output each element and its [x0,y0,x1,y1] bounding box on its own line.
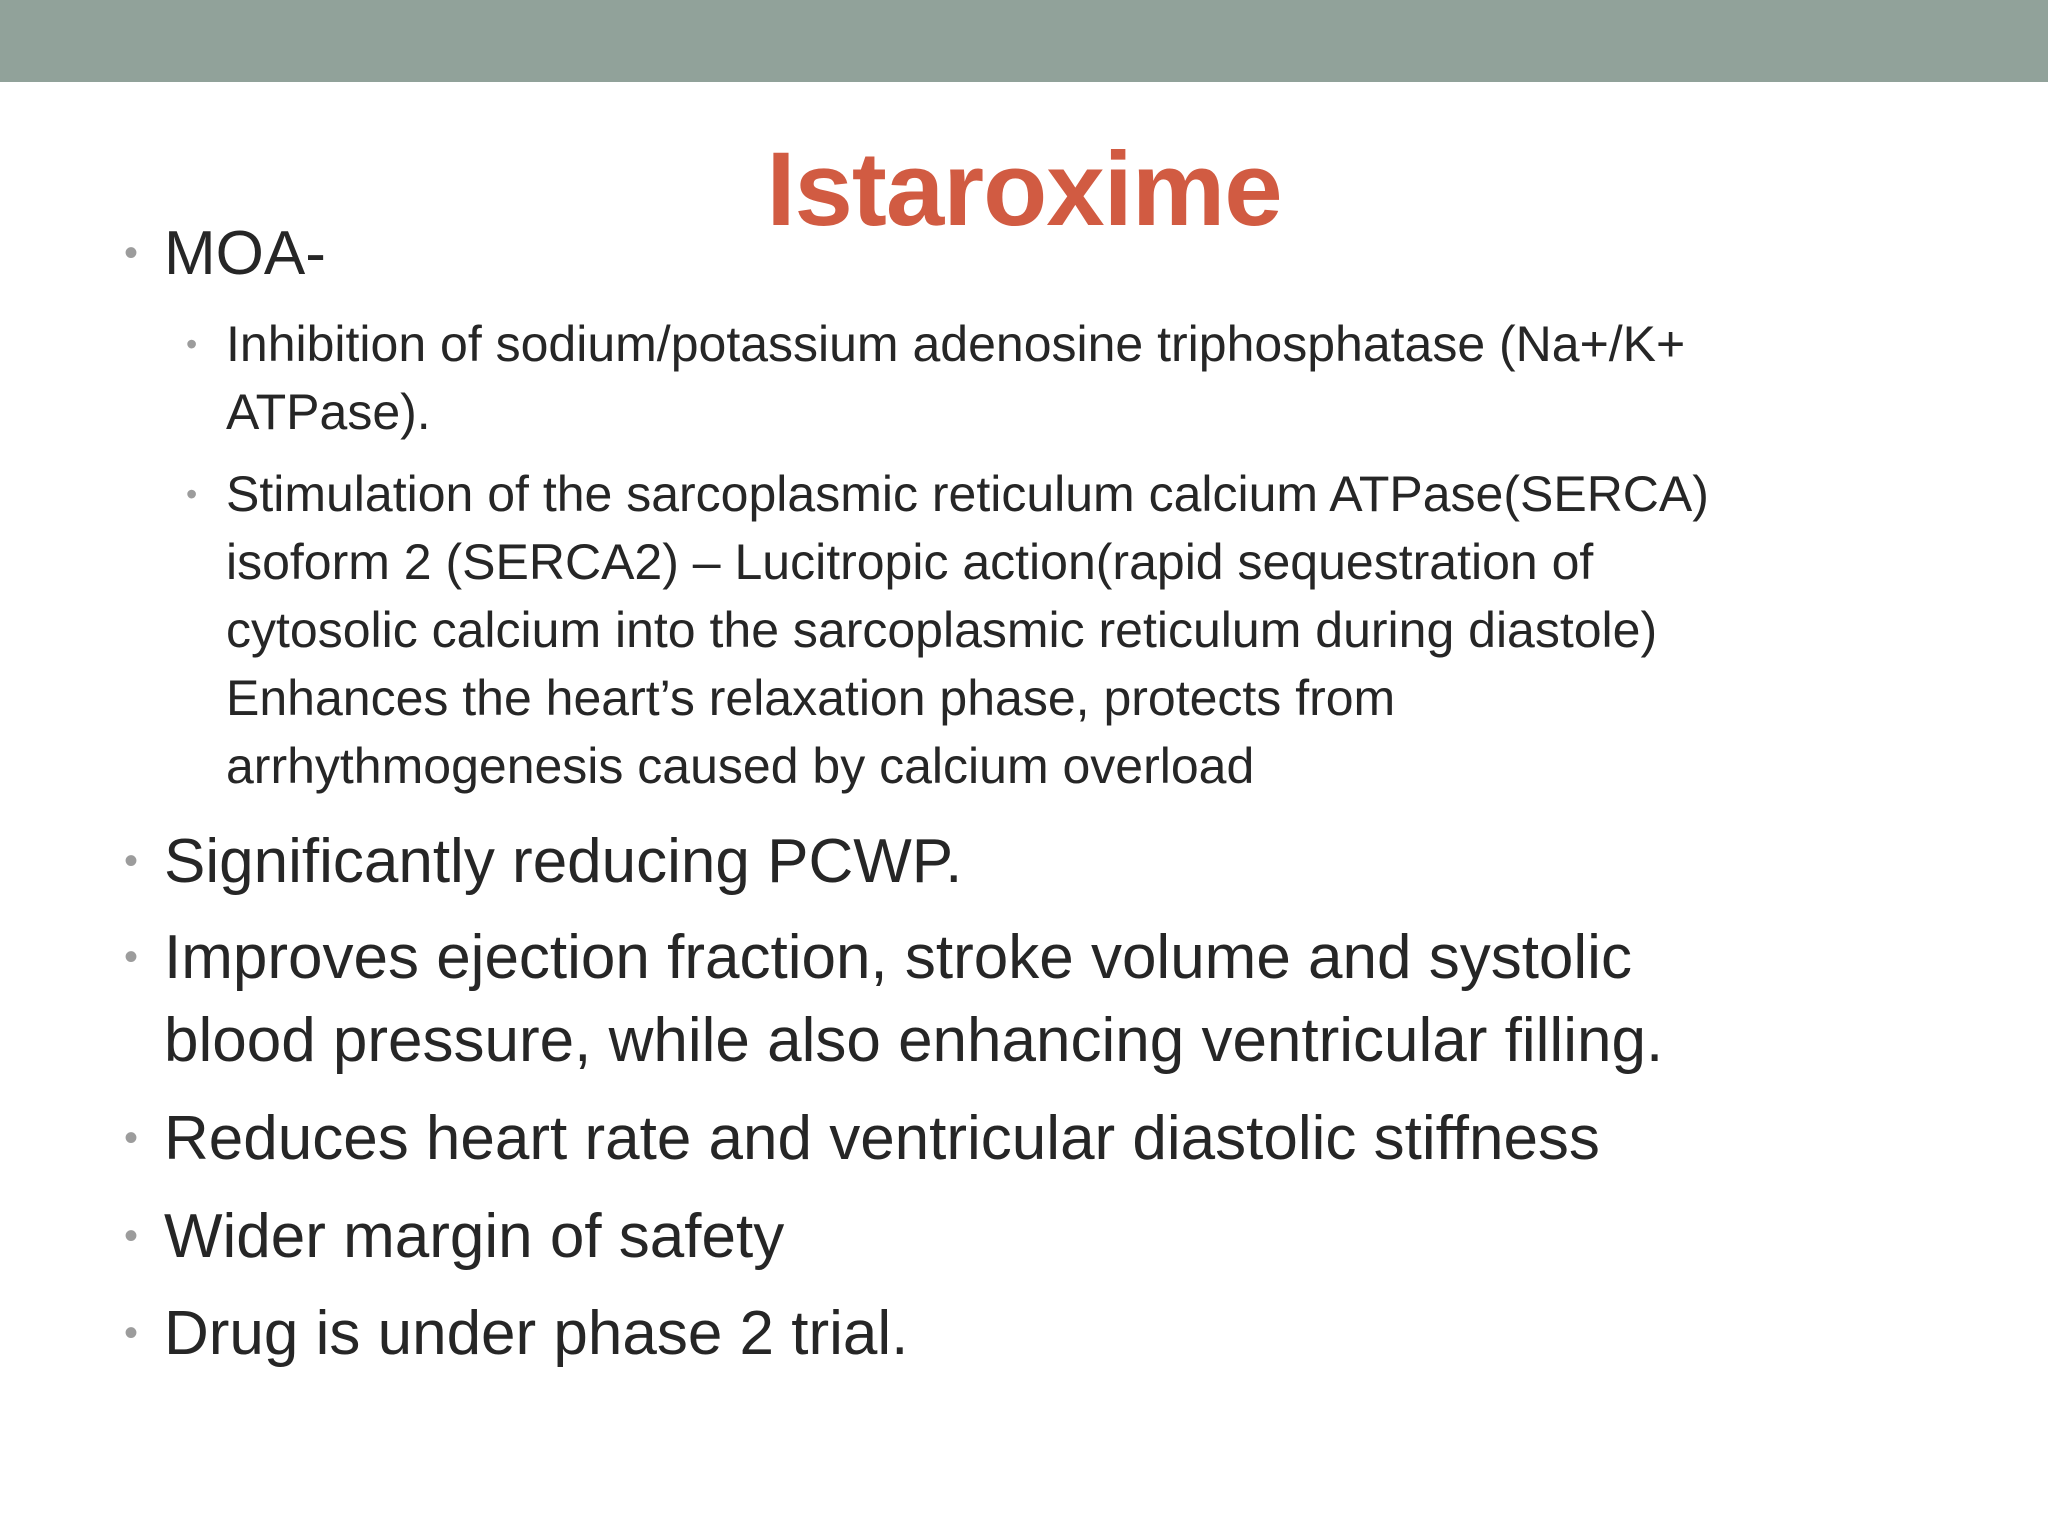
bullet-trial [124,1292,909,1375]
bullet-moa [124,212,326,295]
bullet-pcwp [124,820,963,903]
bullet-dot-icon: • [124,935,139,979]
bullet-line: blood pressure, while also enhancing ventricular filling. [164,1006,1664,1075]
bullet-safety [124,1195,785,1278]
top-color-band [0,0,2048,82]
bullet-dot-icon: • [124,839,139,883]
bullet-line: Improves ejection fraction, stroke volume and systolic [164,923,1632,992]
bullet-line: MOA- [164,219,326,288]
bullet-line: Significantly reducing PCWP. [164,827,963,896]
bullet-dot-icon: • [124,1214,139,1258]
bullet-dot-icon: • [124,1116,139,1160]
bullet-dot-icon: • [186,476,198,512]
bullet-line: Inhibition of sodium/potassium adenosine triphosphatase (Na+/K+ [226,316,1686,372]
bullet-heart-rate [124,1097,1600,1180]
bullet-line: Wider margin of safety [164,1202,785,1271]
sub-bullet-stimulation [186,460,1709,800]
bullet-line: Drug is under phase 2 trial. [164,1299,909,1368]
slide-title: Istaroxime [766,131,1282,249]
bullet-line: ATPase). [226,384,431,440]
bullet-ejection-fraction [124,916,1664,1082]
sub-bullet-inhibition [186,310,1686,446]
bullet-line: isoform 2 (SERCA2) – Lucitropic action(rapid sequestration of [226,534,1594,590]
bullet-line: cytosolic calcium into the sarcoplasmic reticulum during diastole) [226,602,1658,658]
bullet-dot-icon: • [124,1311,139,1355]
bullet-line: Enhances the heart’s relaxation phase, protects from [226,670,1396,726]
bullet-dot-icon: • [124,231,139,275]
bullet-dot-icon: • [186,326,198,362]
bullet-line: Reduces heart rate and ventricular diastolic stiffness [164,1104,1600,1173]
bullet-line: Stimulation of the sarcoplasmic reticulum calcium ATPase(SERCA) [226,466,1709,522]
bullet-line: arrhythmogenesis caused by calcium overload [226,738,1255,794]
